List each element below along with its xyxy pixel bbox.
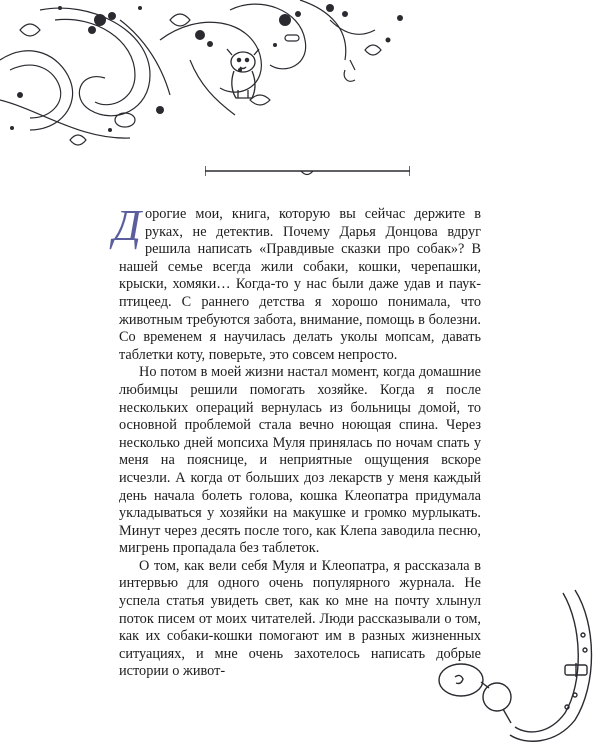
dog-collar-with-tag-icon bbox=[425, 585, 600, 750]
paragraph-2: Но потом в моей жизни настал момент, когда домашние любимцы решили помогать хозяйке. Когда я после нескольких операций вернулась из больницы домой, то основной проблемой стала вечно ноющая спина. Через несколько дней мопсиха Муля принялась по ночам спать у меня на пояснице, и неприятные ощущения вскоре исчезли. А когда от больших доз лекарств у меня каждый день начала болеть голова, кошка Клеопатра придумала укладываться у хозяйки на макушке и громко мурлыкать. Минут через десять после того, как Клепа заводила песню, мигрень пропадала без таблеток. bbox=[119, 364, 481, 557]
paragraph-3: О том, как вели себя Муля и Клеопатра, я рассказала в интервью для одного очень популярного журнала. Не успела статья увидеть свет, как ко мне на почту хлынул поток писем от моих читателей. Люди рассказывали о том, как их собаки-кошки помогают им в разных жизненных ситуациях, и мне очень захотелось написать добрые истории о живот- bbox=[119, 557, 481, 680]
floral-ornament-with-pug-icon bbox=[0, 0, 420, 150]
paragraph-1-text: орогие мои, книга, которую вы сейчас держите в руках, не детектив. Почему Дарья Донцова вдруг решила написать «Правдивые сказки про собак»? В нашей семье всегда жили собаки, кошки, черепашки, крыски, хомяки… Когда-то у нас были даже удав и паук-птицеед. С раннего детства я хорошо понимала, что животным требуются забота, внимание, помощь в болезни. Со временем я научилась делать уколы мопсам, давать таблетки коту, поверьте, это совсем непросто. bbox=[119, 206, 481, 363]
paragraph-1 bbox=[113, 201, 481, 364]
decorative-divider-icon bbox=[205, 166, 410, 180]
dropcap-letter: Д bbox=[113, 201, 141, 250]
